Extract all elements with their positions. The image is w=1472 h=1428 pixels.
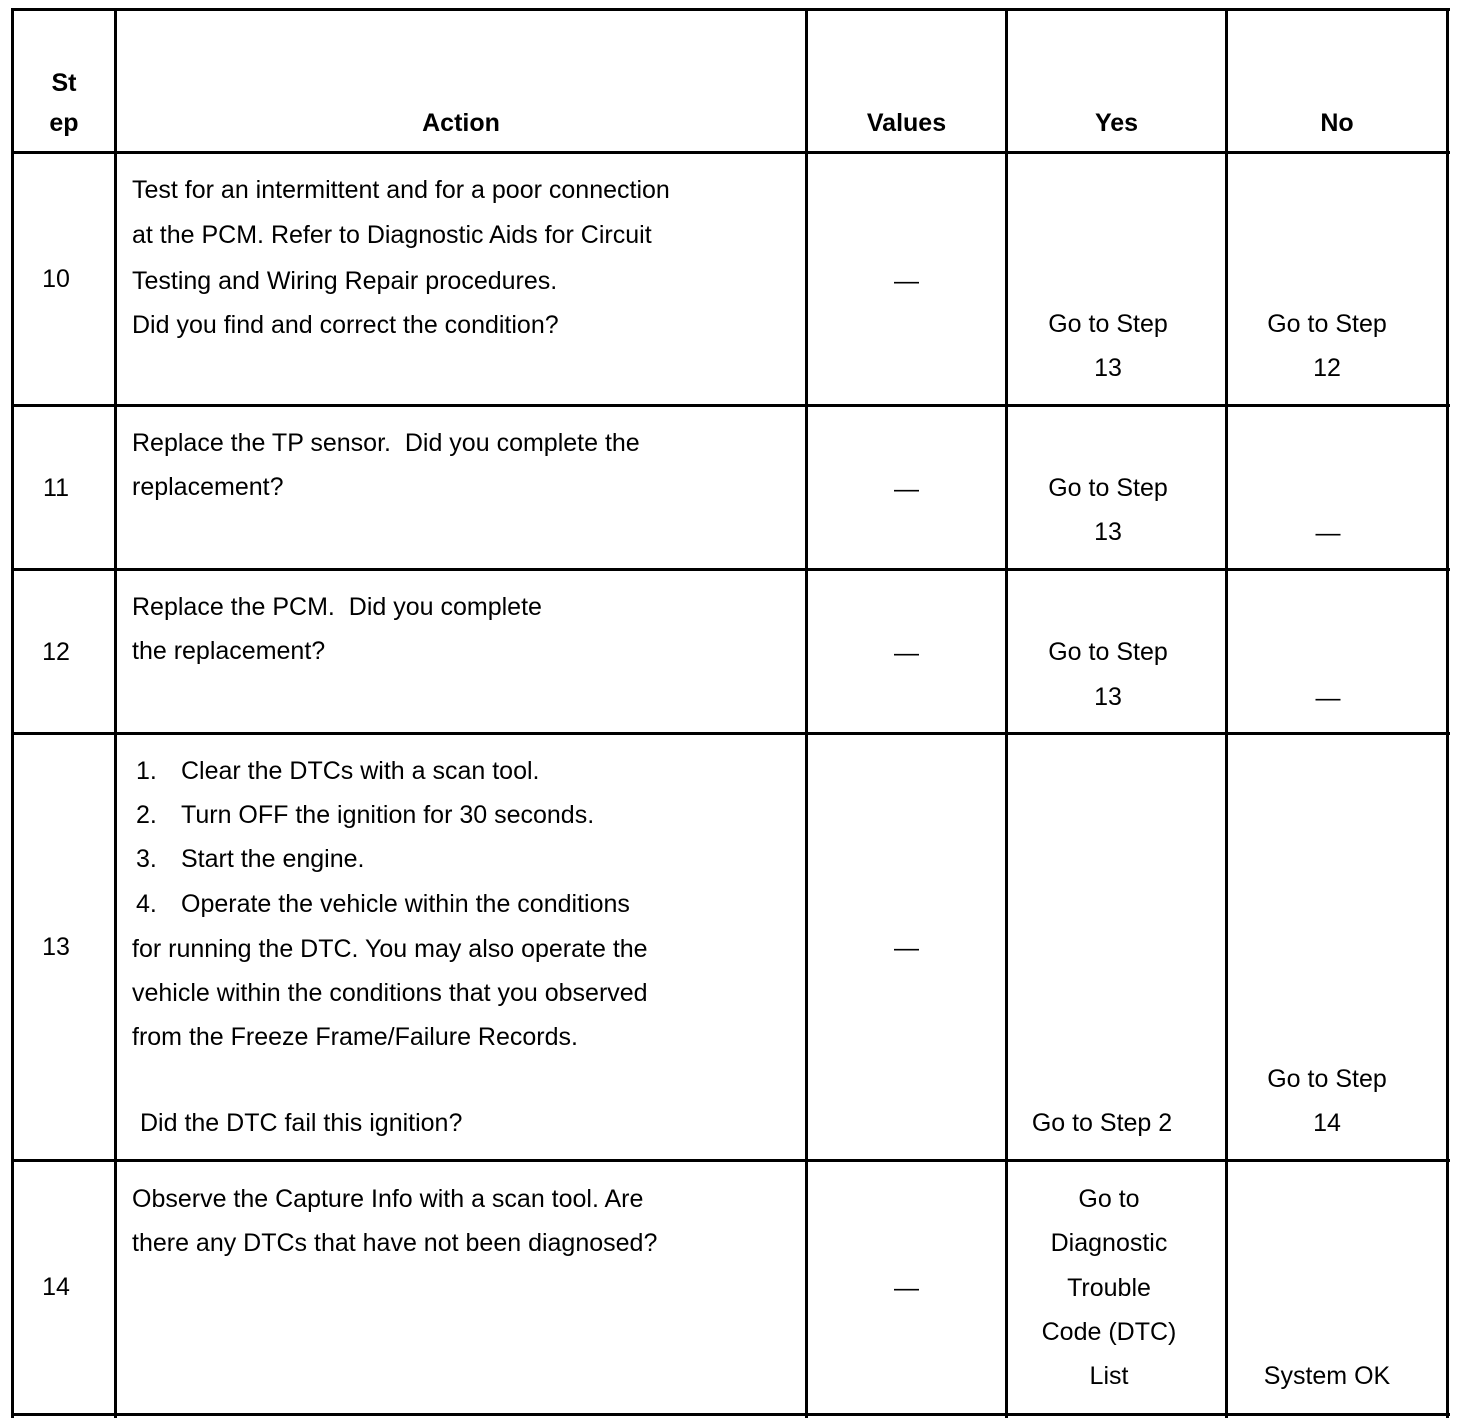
action-line: the replacement? [132,637,326,665]
yes-cell-line: List [1089,1362,1129,1390]
action-line: Observe the Capture Info with a scan tool. Are [132,1185,644,1213]
list-number: 4. [136,890,157,918]
yes-cell-line: Go to Step 2 [1031,1109,1173,1137]
action-line: there any DTCs that have not been diagnosed? [132,1229,658,1257]
action-question: Did the DTC fail this ignition? [140,1109,463,1137]
step-number: 14 [42,1273,70,1301]
no-cell-line: System OK [1263,1362,1391,1390]
step-number: 13 [42,933,70,961]
yes-cell-line: Code (DTC) [1041,1318,1177,1346]
column-divider [805,8,808,1418]
table-border-bottom [11,1413,1450,1416]
action-line: vehicle within the conditions that you observed [132,979,648,1007]
no-cell-line: 12 [1313,354,1341,382]
list-text: Clear the DTCs with a scan tool. [181,757,540,785]
action-line: from the Freeze Frame/Failure Records. [132,1023,578,1051]
action-line: Testing and Wiring Repair procedures. [132,267,558,295]
yes-cell-line: Go to Step [1048,310,1168,338]
yes-cell-line: Go to Step [1048,638,1168,666]
yes-cell-line: Diagnostic [1050,1229,1168,1257]
no-cell-line: 14 [1313,1109,1341,1137]
list-text: Operate the vehicle within the conditions [181,890,630,918]
header-step-line1: St [51,69,77,97]
list-number: 3. [136,845,157,873]
no-cell-line: Go to Step [1267,310,1387,338]
step-number: 11 [43,474,69,502]
column-divider [1225,8,1228,1418]
yes-cell-line: 13 [1094,354,1122,382]
yes-cell-line: Trouble [1067,1274,1151,1302]
values-cell: — [894,934,919,962]
no-cell-line: — [1315,519,1341,547]
list-text: Turn OFF the ignition for 30 seconds. [181,801,595,829]
list-text: Start the engine. [181,845,365,873]
action-line: at the PCM. Refer to Diagnostic Aids for Circuit [132,221,652,249]
row-divider [11,732,1450,735]
yes-cell-line: 13 [1094,683,1122,711]
table-border-left [11,8,14,1418]
action-line: Replace the TP sensor. Did you complete the [132,429,640,457]
table-border-right [1446,8,1449,1418]
action-line: for running the DTC. You may also operate the [132,935,648,963]
header-yes: Yes [1094,109,1139,137]
values-cell: — [894,267,919,295]
row-divider [11,568,1450,571]
row-divider [11,1159,1450,1162]
values-cell: — [894,475,919,503]
header-action: Action [422,109,500,137]
values-cell: — [894,639,919,667]
list-number: 2. [136,801,157,829]
header-values: Values [866,109,947,137]
yes-cell-line: Go to [1078,1185,1140,1213]
header-step-line2: ep [49,109,79,137]
header-divider [11,151,1450,154]
no-cell-line: — [1315,684,1341,712]
column-divider [114,8,117,1418]
action-line: replacement? [132,473,284,501]
no-cell-line: Go to Step [1267,1065,1387,1093]
list-number: 1. [136,757,157,785]
action-line: Did you find and correct the condition? [132,311,559,339]
header-no: No [1320,109,1354,137]
yes-cell-line: Go to Step [1048,474,1168,502]
step-number: 10 [42,265,70,293]
row-divider [11,404,1450,407]
values-cell: — [894,1274,919,1302]
table-border-top [11,8,1450,11]
step-number: 12 [42,638,70,666]
action-line: Replace the PCM. Did you complete [132,593,542,621]
action-line: Test for an intermittent and for a poor connection [132,176,670,204]
yes-cell-line: 13 [1094,518,1122,546]
